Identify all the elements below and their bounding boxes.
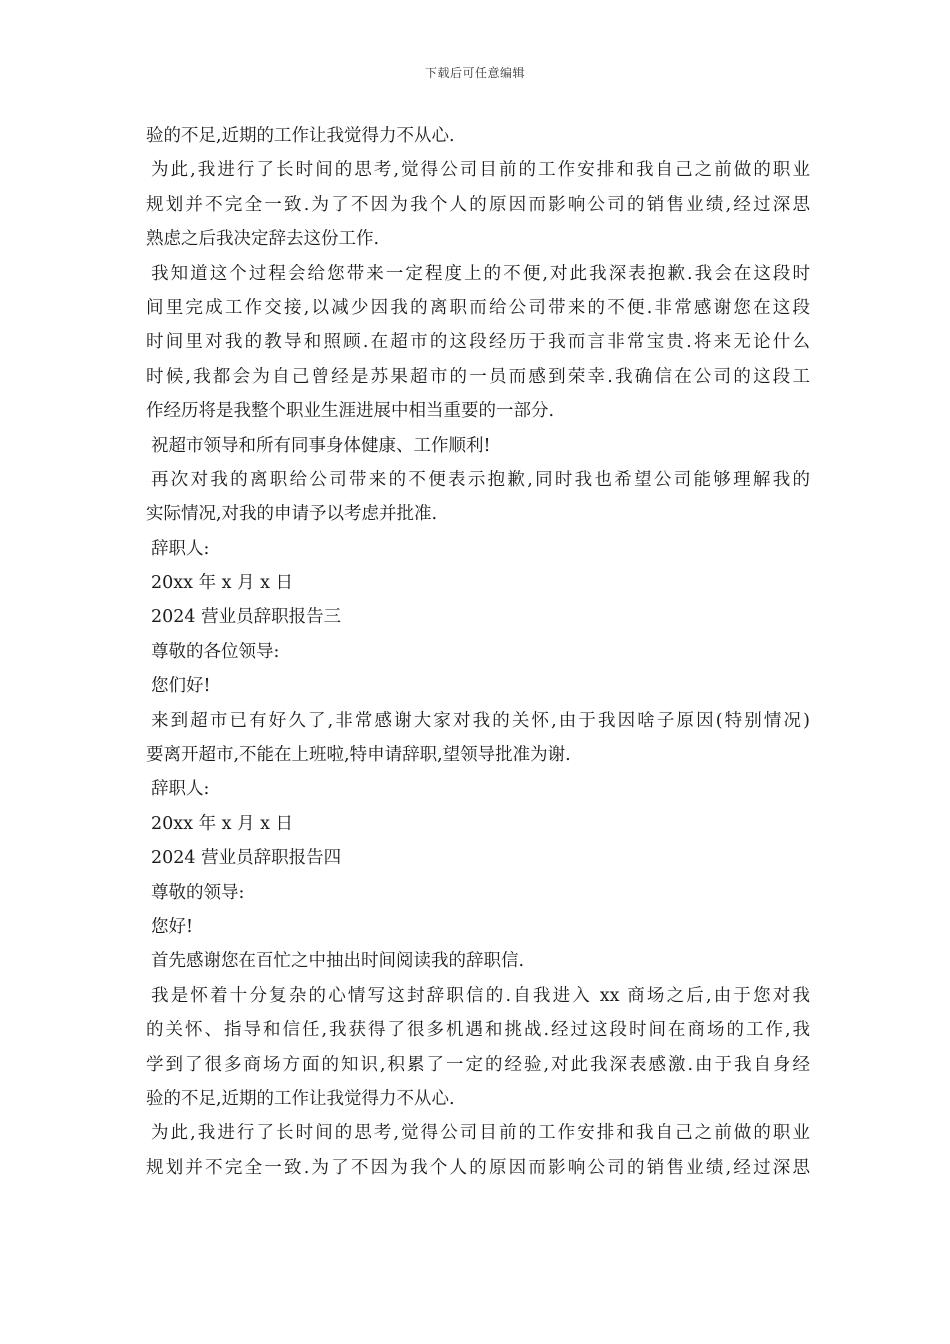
text-line: 尊敬的领导: <box>151 882 245 903</box>
text-line: 作经历将是我整个职业生涯进展中相当重要的一部分. <box>146 401 555 422</box>
text-line: 验的不足,近期的工作让我觉得力不从心. <box>146 126 455 146</box>
text-line: 为此,我进行了长时间的思考,觉得公司目前的工作安排和我自己之前做的职业 <box>151 1123 810 1144</box>
text-line: 学到了很多商场方面的知识,积累了一定的经验,对此我深表感激.由于我自身经 <box>146 1054 810 1075</box>
text-line: 规划并不完全一致.为了不因为我个人的原因而影响公司的销售业绩,经过深思 <box>146 1157 810 1178</box>
text-line: 您们好! <box>151 676 211 697</box>
text-line: 辞职人: <box>151 538 210 559</box>
text-line: 20xx 年 x 月 x 日 <box>151 813 294 834</box>
text-line: 来到超市已有好久了,非常感谢大家对我的关怀,由于我因啥子原因(特别情况) <box>151 710 810 731</box>
text-line: 验的不足,近期的工作让我觉得力不从心. <box>146 1088 455 1109</box>
text-line: 的关怀、指导和信任,我获得了很多机遇和挑战.经过这段时间在商场的工作,我 <box>146 1020 810 1041</box>
text-line: 尊敬的各位领导: <box>151 641 280 662</box>
text-line: 实际情况,对我的申请予以考虑并批准. <box>146 504 438 525</box>
page-header: 下载后可任意编辑 <box>424 66 525 80</box>
text-line: 间里完成工作交接,以减少因我的离职而给公司带来的不便.非常感谢您在这段 <box>146 297 810 318</box>
text-line: 要离开超市,不能在上班啦,特申请辞职,望领导批准为谢. <box>146 745 571 766</box>
text-line: 时间里对我的教导和照顾.在超市的这段经历于我而言非常宝贵.将来无论什么 <box>146 332 810 353</box>
text-line: 我是怀着十分复杂的心情写这封辞职信的.自我进入 xx 商场之后,由于您对我 <box>151 985 810 1006</box>
text-line: 规划并不完全一致.为了不因为我个人的原因而影响公司的销售业绩,经过深思 <box>146 194 810 215</box>
text-line: 时候,我都会为自己曾经是苏果超市的一员而感到荣幸.我确信在公司的这段工 <box>146 366 810 387</box>
text-line: 辞职人: <box>151 779 210 800</box>
text-line: 首先感谢您在百忙之中抽出时间阅读我的辞职信. <box>151 951 525 972</box>
text-line: 20xx 年 x 月 x 日 <box>151 573 294 594</box>
text-line: 再次对我的离职给公司带来的不便表示抱歉,同时我也希望公司能够理解我的 <box>151 469 810 490</box>
text-line: 祝超市领导和所有同事身体健康、工作顺利! <box>151 435 491 456</box>
text-line: 我知道这个过程会给您带来一定程度上的不便,对此我深表抱歉.我会在这段时 <box>151 263 810 284</box>
text-line: 2024 营业员辞职报告四 <box>151 848 342 869</box>
text-line: 熟虑之后我决定辞去这份工作. <box>146 229 380 250</box>
text-line: 为此,我进行了长时间的思考,觉得公司目前的工作安排和我自己之前做的职业 <box>151 160 810 181</box>
text-line: 您好! <box>151 916 194 937</box>
text-line: 2024 营业员辞职报告三 <box>151 607 342 628</box>
document-body <box>146 119 810 1185</box>
